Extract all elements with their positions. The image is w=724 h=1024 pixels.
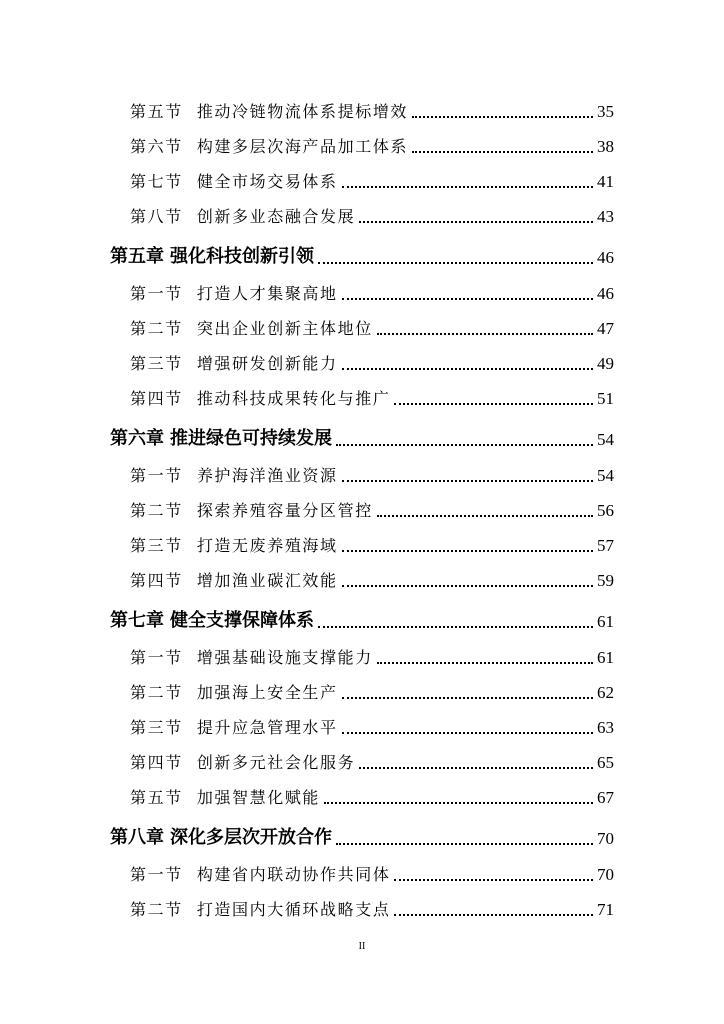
toc-section-entry[interactable]	[130, 534, 614, 556]
toc-entry-number: 第一节	[130, 466, 183, 485]
toc-entry-number: 第二节	[130, 319, 183, 338]
toc-entry-label	[130, 386, 390, 409]
toc-entry-page: 49	[597, 354, 614, 373]
toc-entry-number: 第三节	[130, 354, 183, 373]
toc-dot-leader	[342, 368, 593, 370]
toc-entry-title: 提升应急管理水平	[196, 718, 338, 737]
toc-entry-number: 第五节	[130, 102, 183, 121]
toc-dot-leader	[342, 298, 593, 300]
toc-entry-page: 54	[597, 466, 614, 485]
toc-entry-page: 43	[597, 207, 614, 226]
toc-section-entry[interactable]	[130, 898, 614, 920]
toc-entry-number: 第七章	[110, 610, 164, 631]
toc-entry-label	[130, 897, 390, 920]
toc-entry-title: 健全支撑保障体系	[170, 610, 314, 631]
toc-entry-label	[130, 463, 338, 486]
toc-entry-page: 61	[597, 612, 614, 631]
toc-entry-page: 46	[597, 248, 614, 267]
toc-section-entry[interactable]	[130, 499, 614, 521]
toc-entry-label	[110, 242, 314, 268]
toc-entry-number: 第八节	[130, 207, 183, 226]
toc-entry-label	[130, 134, 408, 157]
toc-chapter-entry[interactable]	[110, 244, 614, 268]
toc-entry-page: 51	[597, 389, 614, 408]
toc-entry-title: 推动科技成果转化与推广	[196, 389, 391, 408]
toc-entry-title: 打造国内大循环战略支点	[196, 900, 391, 919]
toc-dot-leader	[377, 662, 593, 664]
toc-dot-leader	[342, 732, 593, 734]
toc-entry-label	[130, 785, 320, 808]
toc-dot-leader	[359, 221, 593, 223]
toc-dot-leader	[318, 262, 593, 264]
toc-entry-number: 第五章	[110, 246, 164, 267]
toc-entry-title: 推动冷链物流体系提标增效	[196, 102, 409, 121]
toc-entry-title: 健全市场交易体系	[196, 172, 338, 191]
toc-entry-title: 深化多层次开放合作	[170, 827, 332, 848]
toc-entry-page: 65	[597, 753, 614, 772]
toc-entry-label	[130, 99, 408, 122]
toc-entry-title: 增强研发创新能力	[196, 354, 338, 373]
toc-entry-title: 突出企业创新主体地位	[196, 319, 373, 338]
toc-dot-leader	[359, 767, 593, 769]
toc-entry-label	[130, 169, 338, 192]
toc-entry-label	[130, 715, 338, 738]
toc-entry-label	[130, 645, 373, 668]
toc-entry-number: 第七节	[130, 172, 183, 191]
toc-dot-leader	[342, 585, 593, 587]
toc-dot-leader	[342, 697, 593, 699]
toc-entry-title: 加强海上安全生产	[196, 683, 338, 702]
toc-section-entry[interactable]	[130, 751, 614, 773]
toc-dot-leader	[394, 879, 593, 881]
toc-entry-number: 第一节	[130, 865, 183, 884]
toc-entry-title: 养护海洋渔业资源	[196, 466, 338, 485]
toc-entry-label	[110, 823, 332, 849]
toc-dot-leader	[336, 843, 593, 845]
page-number: II	[358, 941, 366, 952]
toc-entry-page: 54	[597, 430, 614, 449]
toc-dot-leader	[342, 550, 593, 552]
toc-entry-number: 第一节	[130, 284, 183, 303]
toc-entry-number: 第六节	[130, 137, 183, 156]
toc-dot-leader	[377, 333, 593, 335]
toc-entry-page: 41	[597, 172, 614, 191]
toc-section-entry[interactable]	[130, 863, 614, 885]
toc-section-entry[interactable]	[130, 387, 614, 409]
toc-entry-title: 构建省内联动协作共同体	[196, 865, 391, 884]
toc-entry-page: 35	[597, 102, 614, 121]
toc-dot-leader	[394, 403, 593, 405]
toc-entry-label	[130, 316, 373, 339]
toc-entry-page: 56	[597, 501, 614, 520]
toc-entry-number: 第三节	[130, 536, 183, 555]
toc-entry-page: 70	[597, 865, 614, 884]
toc-section-entry[interactable]	[130, 135, 614, 157]
toc-entry-number: 第五节	[130, 788, 183, 807]
toc-entry-page: 57	[597, 536, 614, 555]
toc-section-entry[interactable]	[130, 716, 614, 738]
toc-section-entry[interactable]	[130, 569, 614, 591]
toc-section-entry[interactable]	[130, 317, 614, 339]
toc-entry-title: 构建多层次海产品加工体系	[196, 137, 409, 156]
toc-entry-number: 第四节	[130, 571, 183, 590]
toc-chapter-entry[interactable]	[110, 426, 614, 450]
toc-entry-label	[130, 498, 373, 521]
toc-section-entry[interactable]	[130, 100, 614, 122]
toc-section-entry[interactable]	[130, 282, 614, 304]
toc-dot-leader	[412, 116, 593, 118]
toc-entry-number: 第二节	[130, 501, 183, 520]
toc-entry-number: 第四节	[130, 753, 183, 772]
toc-entry-label	[110, 424, 332, 450]
toc-entry-number: 第四节	[130, 389, 183, 408]
toc-dot-leader	[377, 515, 593, 517]
toc-entry-label	[130, 533, 338, 556]
toc-entry-label	[130, 862, 390, 885]
toc-entry-page: 62	[597, 683, 614, 702]
toc-entry-title: 强化科技创新引领	[170, 246, 314, 267]
toc-entry-title: 增加渔业碳汇效能	[196, 571, 338, 590]
toc-entry-number: 第六章	[110, 428, 164, 449]
toc-dot-leader	[394, 914, 593, 916]
toc-entry-page: 47	[597, 319, 614, 338]
toc-section-entry[interactable]	[130, 464, 614, 486]
toc-entry-number: 第二节	[130, 900, 183, 919]
toc-entry-title: 加强智慧化赋能	[196, 788, 321, 807]
toc-entry-page: 59	[597, 571, 614, 590]
toc-section-entry[interactable]	[130, 681, 614, 703]
toc-entry-title: 打造人才集聚高地	[196, 284, 338, 303]
toc-entry-label	[130, 204, 355, 227]
toc-entry-label	[130, 568, 338, 591]
toc-dot-leader	[318, 626, 593, 628]
toc-entry-number: 第二节	[130, 683, 183, 702]
toc-entry-number: 第八章	[110, 827, 164, 848]
toc-entry-page: 63	[597, 718, 614, 737]
toc-section-entry[interactable]	[130, 646, 614, 668]
toc-entry-label	[130, 750, 355, 773]
toc-entry-title: 创新多业态融合发展	[196, 207, 356, 226]
toc-section-entry[interactable]	[130, 170, 614, 192]
toc-section-entry[interactable]	[130, 786, 614, 808]
toc-dot-leader	[342, 186, 593, 188]
toc-entry-page: 38	[597, 137, 614, 156]
toc-entry-page: 46	[597, 284, 614, 303]
toc-entry-label	[130, 351, 338, 374]
toc-entry-page: 70	[597, 829, 614, 848]
toc-entry-label	[130, 680, 338, 703]
toc-dot-leader	[324, 802, 593, 804]
toc-entry-title: 创新多元社会化服务	[196, 753, 356, 772]
toc-entry-page: 61	[597, 648, 614, 667]
toc-entry-title: 探索养殖容量分区管控	[196, 501, 373, 520]
toc-entry-number: 第一节	[130, 648, 183, 667]
toc-entry-label	[130, 281, 338, 304]
toc-entry-title: 增强基础设施支撑能力	[196, 648, 373, 667]
toc-dot-leader	[336, 444, 593, 446]
toc-entry-page: 67	[597, 788, 614, 807]
toc-dot-leader	[412, 151, 593, 153]
toc-section-entry[interactable]	[130, 205, 614, 227]
toc-entry-label	[110, 606, 314, 632]
toc-entry-page: 71	[597, 900, 614, 919]
toc-entry-title: 推进绿色可持续发展	[170, 428, 332, 449]
toc-section-entry[interactable]	[130, 352, 614, 374]
toc-chapter-entry[interactable]	[110, 608, 614, 632]
toc-chapter-entry[interactable]	[110, 825, 614, 849]
toc-entry-number: 第三节	[130, 718, 183, 737]
toc-entry-title: 打造无废养殖海域	[196, 536, 338, 555]
toc-dot-leader	[342, 480, 593, 482]
